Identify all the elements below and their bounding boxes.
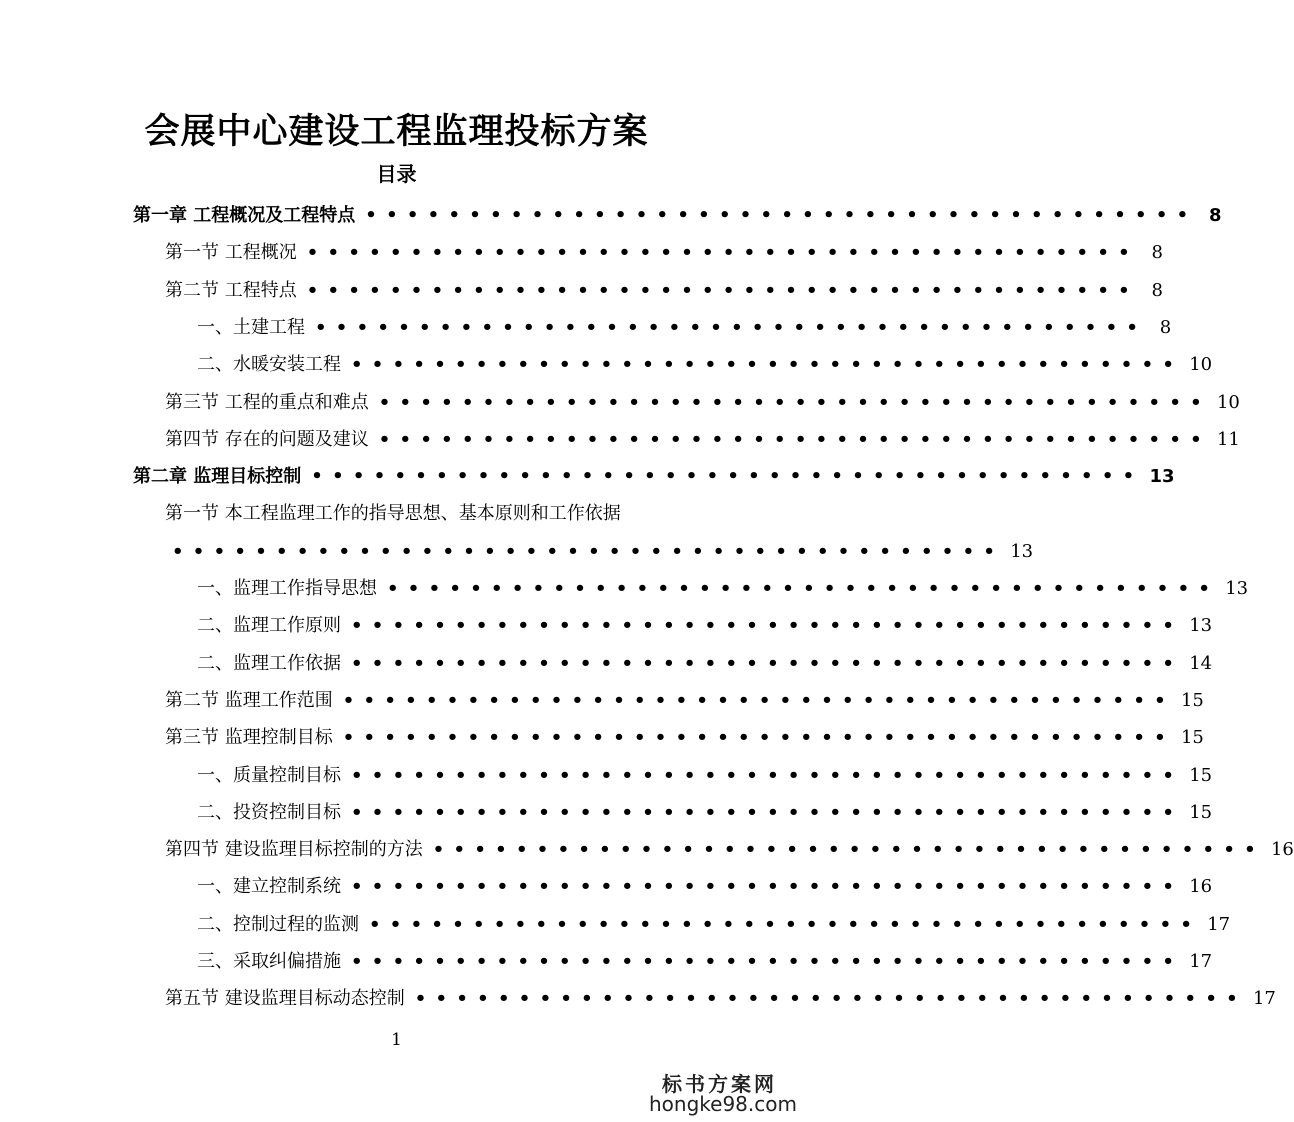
toc-leader-dots: •••••••••••••••••••••••••••••••••••••••• (378, 391, 1211, 413)
toc-leader-dots: •••••••••••••••••••••••••••••••••••••••• (351, 951, 1184, 972)
toc-entry[interactable] (165, 421, 1240, 458)
watermark-logo-text: 标书方案网 (662, 1072, 777, 1096)
toc-entry[interactable] (165, 980, 1276, 1017)
toc-entry-page: 17 (1207, 913, 1231, 935)
toc-entry-page: 15 (1189, 764, 1213, 786)
toc-entry-page: 8 (1151, 242, 1163, 264)
toc-entry-label: 一、建立控制系统 (197, 876, 341, 898)
toc-entry-page: 17 (1189, 951, 1213, 972)
toc-entry-label: 二、水暖安装工程 (197, 354, 341, 376)
toc-entry-page: 10 (1189, 354, 1213, 376)
toc-leader-dots: •••••••••••••••••••••••••••••••••••••••• (387, 578, 1220, 599)
toc-entry-page: 14 (1189, 652, 1213, 674)
toc-leader-dots: •••••••••••••••••••••••••••••••••••••••• (351, 801, 1184, 823)
toc-entry[interactable] (165, 495, 700, 532)
toc-entry-label: 第四节 存在的问题及建议 (165, 428, 369, 450)
toc-leader-dots: •••••••••••••••••••••••••••••••••••••••• (306, 242, 1139, 264)
toc-entry-page: 17 (1252, 988, 1276, 1010)
toc-leader-dots: •••••••••••••••••••••••••••••••••••••••• (311, 466, 1144, 488)
toc-entry[interactable] (197, 868, 1213, 905)
toc-entry[interactable] (165, 719, 1204, 756)
toc-leader-dots: •••••••••••••••••••••••••••••••••••••••• (369, 913, 1202, 935)
toc-chapter-entry[interactable] (133, 197, 1222, 234)
toc-entry[interactable] (197, 309, 1172, 346)
toc-leader-dots: •••••••••••••••••••••••••••••••••••••••• (172, 540, 1005, 562)
toc-leader-dots: •••••••••••••••••••••••••••••••••••••••• (432, 839, 1265, 861)
toc-entry-label: 一、土建工程 (197, 316, 305, 338)
toc-entry[interactable] (197, 645, 1213, 682)
toc-entry[interactable] (165, 234, 1163, 271)
toc-entry-page: 8 (1159, 316, 1172, 338)
toc-leader-dots: •••••••••••••••••••••••••••••••••••••••• (342, 727, 1175, 749)
toc-entry-page: 15 (1180, 727, 1204, 749)
toc-entry-page: 13 (1010, 540, 1034, 562)
toc-entry-page: 13 (1189, 615, 1213, 637)
toc-entry[interactable] (197, 794, 1213, 831)
toc-entry-label: 第二节 工程特点 (165, 279, 297, 301)
toc-entry-label: 第一节 工程概况 (165, 242, 297, 264)
toc-entry-page: 13 (1225, 578, 1249, 599)
toc-entry[interactable] (197, 570, 1249, 607)
toc-entry[interactable] (165, 831, 1294, 868)
toc-leader-dots: •••••••••••••••••••••••••••••••••••••••• (351, 354, 1184, 376)
toc-entry[interactable] (197, 607, 1213, 644)
toc-leader-dots: •••••••••••••••••••••••••••••••••••••••• (378, 428, 1211, 450)
toc-entry[interactable] (197, 943, 1213, 980)
toc-entry[interactable] (197, 906, 1231, 943)
toc-entry-label: 第三节 工程的重点和难点 (165, 391, 369, 413)
toc-entry-label: 二、控制过程的监测 (197, 913, 359, 935)
toc-chapter-entry[interactable] (133, 458, 1175, 495)
toc-leader-dots: •••••••••••••••••••••••••••••••••••••••• (351, 876, 1184, 898)
toc-entry[interactable] (165, 272, 1163, 309)
toc-entry-label: 第四节 建设监理目标控制的方法 (165, 839, 423, 861)
toc-entry-page: 11 (1216, 428, 1240, 450)
toc-entry[interactable] (165, 384, 1240, 421)
toc-entry-label: 二、监理工作依据 (197, 652, 341, 674)
toc-heading: 目录 (376, 162, 417, 186)
document-title: 会展中心建设工程监理投标方案 (144, 112, 649, 152)
toc-entry[interactable] (165, 682, 1204, 719)
toc-entry-page: 8 (1208, 205, 1222, 226)
toc-entry-page: 13 (1149, 466, 1175, 488)
toc-entry-label: 二、投资控制目标 (197, 801, 341, 823)
page-number: 1 (391, 1030, 402, 1050)
toc-leader-dots: •••••••••••••••••••••••••••••••••••••••• (365, 205, 1198, 226)
toc-leader-dots: •••••••••••••••••••••••••••••••••••••••• (351, 764, 1184, 786)
toc-entry-continuation (172, 533, 1034, 570)
toc-entry-page: 16 (1270, 839, 1294, 861)
toc-leader-dots: •••••••••••••••••••••••••••••••••••••••• (315, 316, 1148, 338)
toc-entry-label: 第一节 本工程监理工作的指导思想、基本原则和工作依据 (165, 503, 621, 525)
toc-leader-dots: •••••••••••••••••••••••••••••••••••••••• (306, 279, 1139, 301)
toc-entry-label: 第一章 工程概况及工程特点 (133, 205, 356, 226)
toc-entry-label: 第三节 监理控制目标 (165, 727, 333, 749)
toc-entry-label: 第二章 监理目标控制 (133, 466, 302, 488)
toc-entry-page: 15 (1189, 801, 1213, 823)
toc-entry-page: 16 (1189, 876, 1213, 898)
toc-entry-page: 8 (1151, 279, 1163, 301)
toc-leader-dots: •••••••••••••••••••••••••••••••••••••••• (351, 615, 1184, 637)
toc-entry-label: 第二节 监理工作范围 (165, 689, 333, 711)
toc-entry-label: 二、监理工作原则 (197, 615, 341, 637)
toc-entry-page: 15 (1180, 689, 1204, 711)
toc-entry-label: 第五节 建设监理目标动态控制 (165, 988, 405, 1010)
toc-leader-dots: •••••••••••••••••••••••••••••••••••••••• (351, 652, 1184, 674)
toc-entry-label: 一、质量控制目标 (197, 764, 341, 786)
toc-entry[interactable] (197, 346, 1213, 383)
toc-entry-page: 10 (1216, 391, 1240, 413)
toc-leader-dots: •••••••••••••••••••••••••••••••••••••••• (414, 988, 1247, 1010)
watermark-url: hongke98.com (649, 1092, 797, 1116)
toc-leader-dots: •••••••••••••••••••••••••••••••••••••••• (342, 689, 1175, 711)
toc-entry-label: 一、监理工作指导思想 (197, 578, 377, 599)
toc-entry-label: 三、采取纠偏措施 (197, 951, 341, 972)
toc-entry[interactable] (197, 757, 1213, 794)
